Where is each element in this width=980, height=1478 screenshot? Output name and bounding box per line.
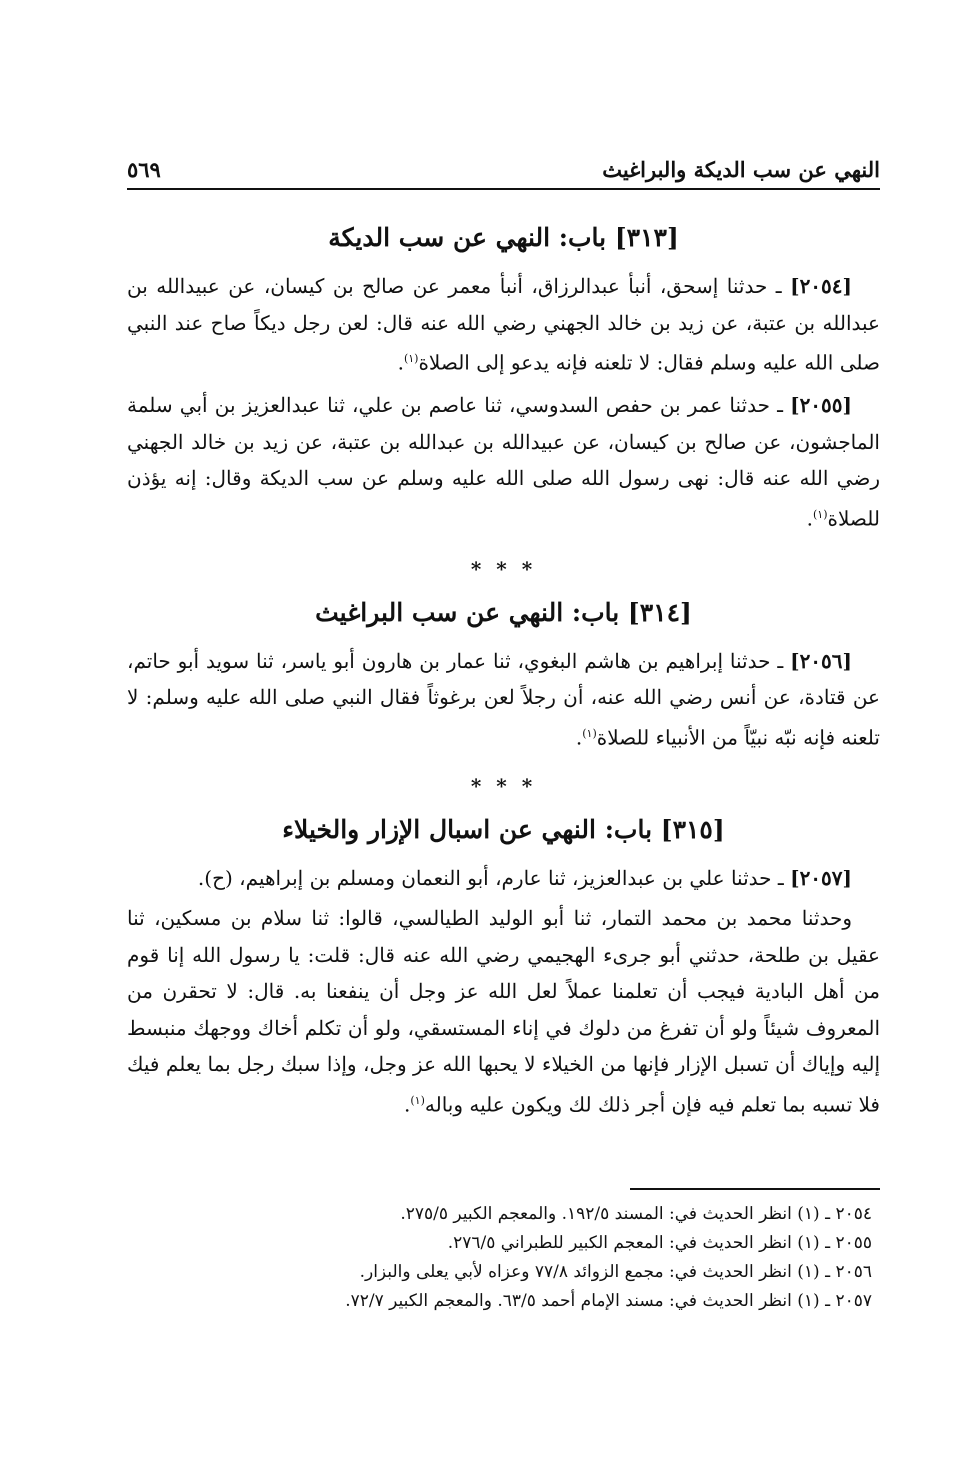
hadith-number: [٢٠٥٥] (790, 393, 852, 418)
hadith-text: ـ حدثنا إبراهيم بن هاشم البغوي، ثنا عمار بن هارون أبو ياسر، ثنا سويد أبو حاتم، عن قتادة، عن أنس رضي الله عنه، أن رجلاً لعن برغوثاً فقال النبي صلى الله عليه وسلم: لا تلعنه فإنه نبّه نبيّاً من الأنبياء للصلاة (127, 648, 880, 750)
hadith-number: [٢٠٥٤] (790, 274, 852, 298)
footnote-2055: ٢٠٥٥ ـ (١) انظر الحديث في: المعجم الكبير للطبراني ٢٧٦/٥. (447, 1233, 872, 1253)
hadith-end: . (806, 506, 813, 531)
footnote-2057: ٢٠٥٧ ـ (١) انظر الحديث في: مسند الإمام أحمد ٦٣/٥. والمعجم الكبير ٧٢/٧. (345, 1291, 872, 1311)
hadith-text: ـ حدثنا إسحق، أنبأ عبدالرزاق، أنبأ معمر عن صالح بن كيسان، عن عبيدالله بن عبدالله بن عتبة، عن زيد بن خالد الجهني رضي الله عنه قال: لعن رجل ديكاً صاح عند النبي صلى الله عليه وسلم فقال: لا تلعنه فإنه يدعو إلى الصلاة (127, 274, 880, 375)
footnote-marker: (١) (813, 507, 828, 521)
footnote-2056: ٢٠٥٦ ـ (١) انظر الحديث في: مجمع الزوائد ٧٧/٨ وعزاه لأبي يعلى والبزار. (359, 1262, 872, 1282)
footnotes (127, 1188, 880, 1316)
footnote-divider (630, 1188, 880, 1190)
page-body (127, 214, 880, 1123)
hadith-end: . (575, 725, 583, 750)
hadith-2057-continued (127, 900, 880, 1123)
hadith-2057 (127, 860, 880, 897)
footnote-marker: (١) (582, 726, 597, 740)
footnote-marker: (١) (403, 352, 419, 365)
hadith-text: ـ حدثنا علي بن عبدالعزيز، ثنا عارم، أبو النعمان ومسلم بن إبراهيم، (ح). (197, 865, 791, 890)
hadith-number: [٢٠٥٦] (790, 648, 852, 673)
hadith-text: وحدثنا محمد بن محمد التمار، ثنا أبو الوليد الطيالسي، قالوا: ثنا سلام بن مسكين، ثنا عقيل بن طلحة، حدثني أبو جرىء الهجيمي رضي الله عنه قال: قلت: يا رسول الله إنا قوم من أهل البادية فيجب أن تعلمنا عملاً لعل الله عز وجل أن ينفعنا به. قال: لا تحقرن من المعروف شيئاً ولو أن تفرغ من دلوك في إناء المستسقي، ولو أن تكلم أخاك ووجهك منبسط إليه وإياك أن تسبل الإزار فإنها من الخيلاء لا يحبها الله عز وجل، وإذا سبك رجل بما يعلم فيك فلا تسبه بما تعلم فيه فإن أجر ذلك لك ويكون عليه وباله (127, 906, 881, 1117)
chapter-title-315: [٣١٥] باب: النهي عن اسبال الإزار والخيلاء (282, 814, 725, 844)
hadith-text: ـ حدثنا عمر بن حفص السدوسي، ثنا عاصم بن علي، ثنا عبدالعزيز بن أبي سلمة الماجشون، عن صالح بن كيسان، عن عبيدالله بن عبدالله بن عتبة، عن زيد بن خالد الجهني رضي الله عنه قال: نهى رسول الله صلى الله عليه وسلم عن سب الديكة وقال: إنه يؤذن للصلاة (127, 393, 880, 531)
page-number: ٥٦٩ (127, 157, 161, 182)
footnote-2054: ٢٠٥٤ ـ (١) انظر الحديث في: المسند ١٩٢/٥. والمعجم الكبير ٢٧٥/٥. (400, 1204, 872, 1224)
section-separator: * * * (470, 556, 537, 581)
section-separator: * * * (470, 773, 537, 798)
hadith-2054 (127, 268, 880, 381)
hadith-end: . (397, 350, 404, 375)
hadith-2055 (127, 387, 880, 537)
footnote-marker: (١) (410, 1093, 425, 1107)
running-header (127, 148, 880, 190)
hadith-2056 (127, 643, 880, 756)
chapter-title-314: [٣١٤] باب: النهي عن سب البراغيث (315, 597, 692, 627)
hadith-end: . (404, 1092, 411, 1117)
chapter-title-313: [٣١٣] باب: النهي عن سب الديكة (328, 223, 679, 252)
running-title: النهي عن سب الديكة والبراغيث (602, 157, 880, 182)
hadith-number: [٢٠٥٧] (790, 865, 852, 890)
